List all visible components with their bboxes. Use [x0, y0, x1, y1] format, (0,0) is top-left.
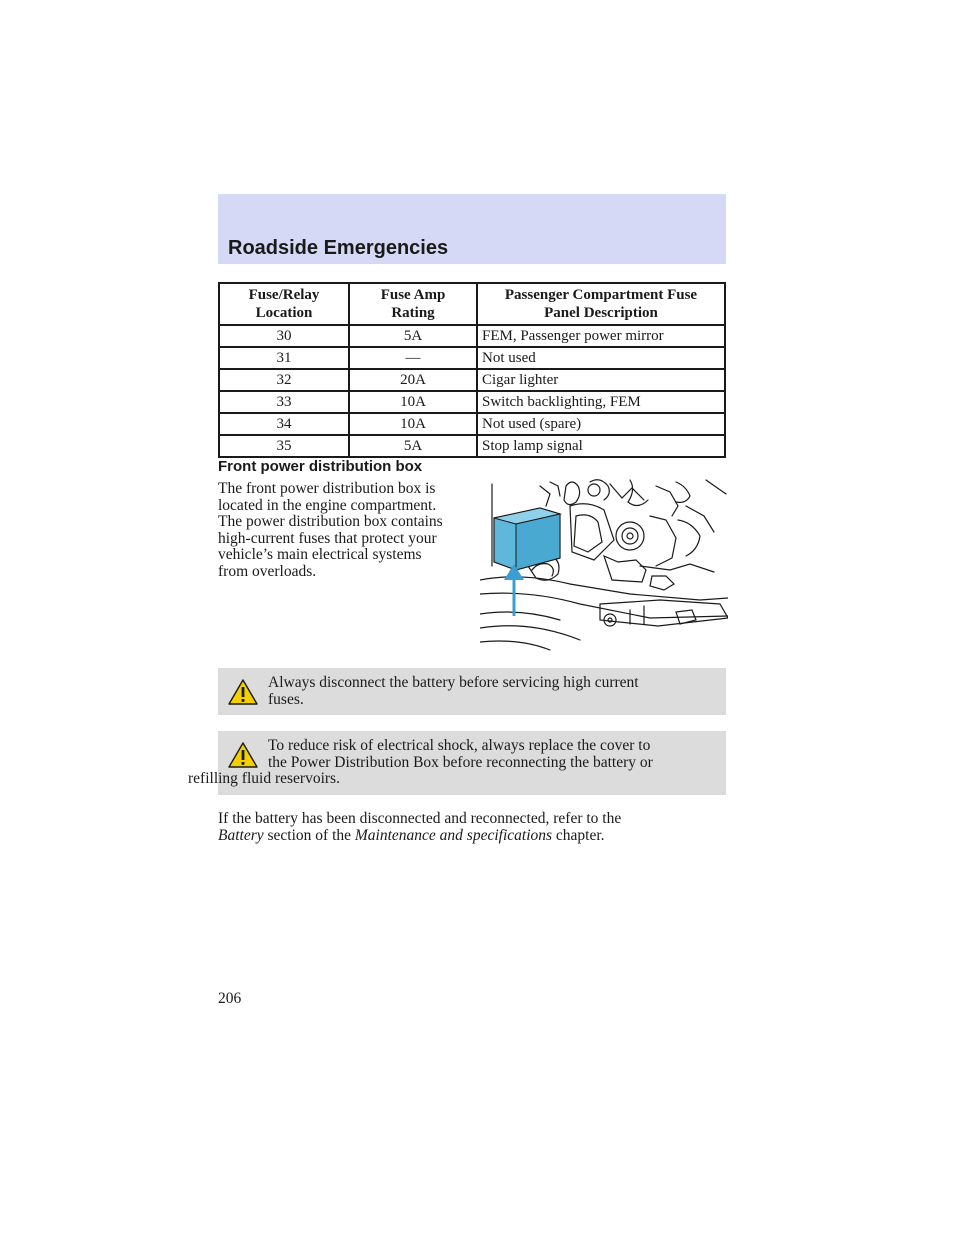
column-header-description: Passenger Compartment Fuse Panel Description	[477, 283, 725, 325]
cell-description: FEM, Passenger power mirror	[477, 325, 725, 347]
power-distribution-box-icon	[494, 508, 560, 570]
column-header-amp-rating: Fuse Amp Rating	[349, 283, 477, 325]
table-row	[219, 347, 725, 369]
section-body: The front power distribution box is located in the engine compartment. The power distribution box contains high-current fuses that protect your vehicle’s main electrical systems from overloads.	[218, 480, 443, 580]
cell-location: 33	[219, 391, 349, 413]
maintenance-chapter-ref: Maintenance and specifications	[354, 826, 553, 844]
cell-location: 32	[219, 369, 349, 391]
cell-amp-rating: 10A	[349, 413, 477, 435]
column-header-location: Fuse/Relay Location	[219, 283, 349, 325]
cell-description: Switch backlighting, FEM	[477, 391, 725, 413]
cell-amp-rating: 20A	[349, 369, 477, 391]
warning-triangle-icon	[228, 742, 258, 768]
warning-text: To reduce risk of electrical shock, always replace the cover to the Power Distribution Box before reconnecting the battery or refilling fluid reservoirs.	[188, 737, 653, 787]
page-number: 206	[218, 990, 242, 1007]
table-row	[219, 435, 725, 457]
warning-notice	[218, 668, 726, 715]
page-title: Roadside Emergencies	[228, 237, 449, 259]
table-row	[219, 413, 725, 435]
engine-compartment-illustration	[480, 476, 728, 652]
cell-location: 35	[219, 435, 349, 457]
cell-description: Not used	[477, 347, 725, 369]
cell-description: Stop lamp signal	[477, 435, 725, 457]
cell-amp-rating: 10A	[349, 391, 477, 413]
cell-description: Not used (spare)	[477, 413, 725, 435]
warning-triangle-icon	[228, 679, 258, 705]
table-row	[219, 325, 725, 347]
cell-location: 31	[219, 347, 349, 369]
cell-amp-rating: —	[349, 347, 477, 369]
section-heading: Front power distribution box	[218, 458, 423, 475]
cell-amp-rating: 5A	[349, 435, 477, 457]
battery-section-ref: Battery	[218, 826, 264, 844]
header-band	[218, 194, 726, 264]
closing-paragraph: If the battery has been disconnected and reconnected, refer to the Battery section of the Maintenance and specifications chapter.	[218, 810, 622, 844]
pointer-arrow-icon	[504, 564, 524, 616]
cell-description: Cigar lighter	[477, 369, 725, 391]
cell-location: 30	[219, 325, 349, 347]
table-row	[219, 391, 725, 413]
cell-amp-rating: 5A	[349, 325, 477, 347]
cell-location: 34	[219, 413, 349, 435]
warning-notice	[188, 731, 726, 795]
table-header-row	[219, 283, 725, 325]
warning-text: Always disconnect the battery before servicing high current fuses.	[268, 674, 639, 708]
table-row	[219, 369, 725, 391]
fuse-table	[218, 282, 726, 458]
